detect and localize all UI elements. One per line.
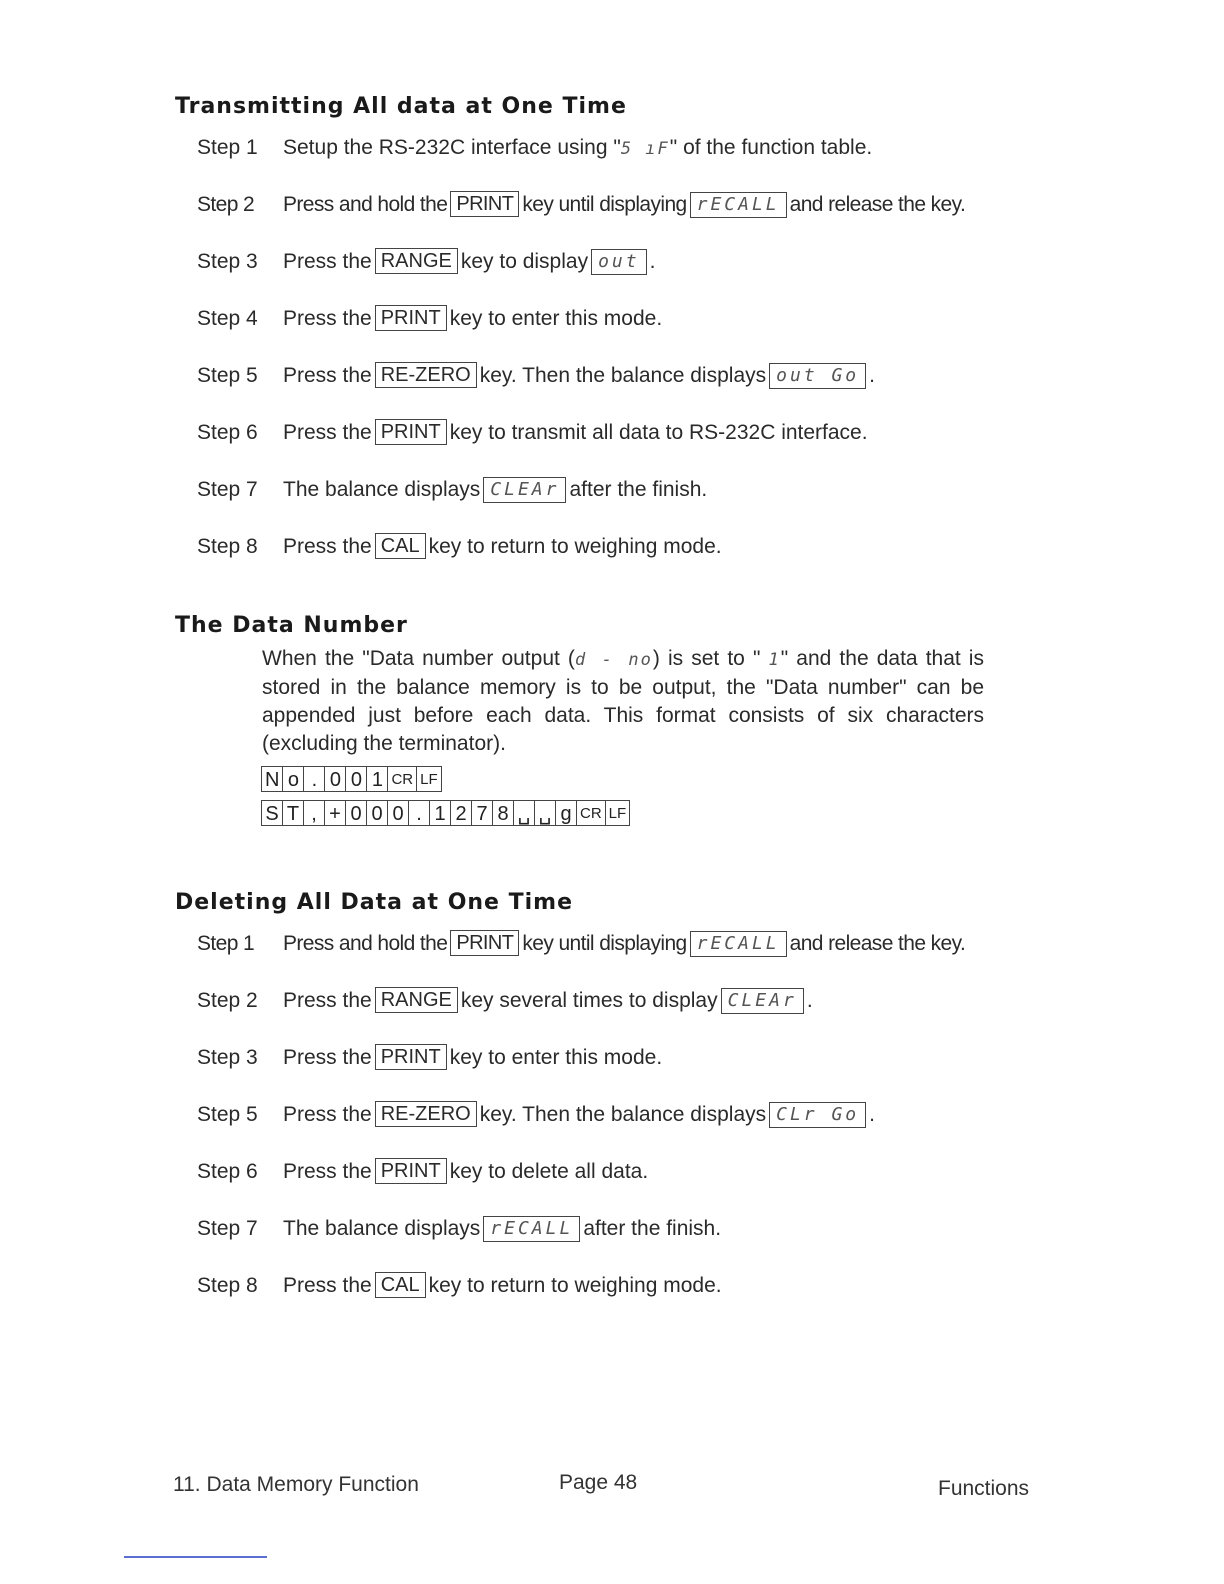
key-label: PRINT [450,930,519,956]
step-text: Press the [283,1103,372,1126]
step-label: Step 6 [197,1160,258,1183]
step-label: Step 1 [197,136,258,159]
step-text: Press the [283,364,372,387]
data-number-description: When the "Data number output (d - no) is set to " 1" and the data that is stored in the balance memory is to be output, the "Data number" can be appended just before each data. This format consists of six characters (excluding the terminator). [262,647,984,755]
step-text: Press the [283,421,372,444]
step-row [197,248,1017,305]
step-row [197,533,1017,590]
format-cell: 8 [492,800,514,826]
step-text: Press and hold the [283,932,448,955]
format-cell: o [282,766,304,792]
step-row [197,419,1017,476]
step-text: key several times to display [460,989,718,1012]
step-row [197,476,1017,533]
step-label: Step 6 [197,421,258,444]
step-text: key until displaying [522,193,687,216]
step-row [197,930,1017,987]
format-cell: 0 [345,766,367,792]
format-cell: T [282,800,304,826]
step-label: Step 3 [197,1046,258,1069]
key-label: PRINT [375,1158,447,1184]
step-text: key to transmit all data to RS-232C interface. [449,421,868,444]
step-row [197,362,1017,419]
section-title-transmitting: Transmitting All data at One Time [175,94,627,119]
format-cell: 0 [387,800,409,826]
step-text: key to enter this mode. [449,307,663,330]
page-bottom-rule [124,1556,267,1558]
step-label: Step 5 [197,364,258,387]
step-row [197,134,1017,191]
step-row [197,987,1017,1044]
format-cell: CR [387,766,417,792]
data-output-format-row [261,800,629,826]
display-readout: CLr Go [769,1102,866,1128]
step-text: key to delete all data. [449,1160,649,1183]
step-label: Step 7 [197,1217,258,1240]
step-text: key. Then the balance displays [479,364,767,387]
step-label: Step 1 [197,932,255,955]
step-label: Step 3 [197,250,258,273]
format-cell: . [303,766,325,792]
key-label: RE-ZERO [375,1101,477,1127]
format-cell: 7 [471,800,493,826]
display-readout: CLEAr [483,477,566,503]
key-label: PRINT [375,305,447,331]
step-text: Press the [283,1274,372,1297]
key-label: PRINT [375,419,447,445]
key-label: RANGE [375,987,458,1013]
format-cell: 1 [429,800,451,826]
step-text: key until displaying [522,932,687,955]
step-text: . [869,364,875,387]
step-text: Press the [283,1160,372,1183]
step-text: . [649,250,656,273]
step-text: " of the function table. [669,136,873,159]
transmit-steps-list [197,134,1017,590]
format-cell: 1 [366,766,388,792]
key-label: PRINT [375,1044,447,1070]
step-row [197,1158,1017,1215]
format-cell: 0 [366,800,388,826]
step-text: key to enter this mode. [449,1046,663,1069]
format-cell: CR [576,800,606,826]
step-text: and release the key. [789,193,966,216]
data-number-code: d - no [574,650,653,670]
display-readout: rECALL [690,192,787,218]
step-row [197,1272,1017,1329]
display-readout: CLEAr [721,988,804,1014]
key-label: CAL [375,533,426,559]
step-text: key to return to weighing mode. [428,535,722,558]
format-cell: g [555,800,577,826]
step-label: Step 4 [197,307,258,330]
section-title-data-number: The Data Number [175,613,408,638]
key-label: CAL [375,1272,426,1298]
step-label: Step 2 [197,193,255,216]
step-row [197,1101,1017,1158]
step-label: Step 7 [197,478,258,501]
step-label: Step 5 [197,1103,258,1126]
format-cell: ␣ [513,800,535,826]
step-text: Press the [283,535,372,558]
format-cell: LF [416,766,442,792]
step-text: after the finish. [583,1217,722,1240]
step-text: key to return to weighing mode. [428,1274,722,1297]
step-text: Press the [283,250,372,273]
format-cell: S [261,800,283,826]
format-cell: , [303,800,325,826]
format-cell: ␣ [534,800,556,826]
format-cell: 2 [450,800,472,826]
step-text: after the finish. [569,478,708,501]
step-label: Step 8 [197,535,258,558]
key-label: RANGE [375,248,458,274]
step-row [197,1215,1017,1272]
format-cell: + [324,800,346,826]
key-label: RE-ZERO [375,362,477,388]
step-text: key. Then the balance displays [479,1103,767,1126]
step-text: The balance displays [283,478,481,501]
function-code: 5 ıF [620,139,670,159]
data-number-format-row [261,766,441,792]
format-cell: 0 [345,800,367,826]
format-cell: 0 [324,766,346,792]
step-text: The balance displays [283,1217,481,1240]
display-readout: out [591,249,647,275]
footer-chapter: 11. Data Memory Function [173,1473,419,1496]
key-label: PRINT [450,191,519,217]
step-text: Press the [283,1046,372,1069]
delete-steps-list [197,930,1017,1329]
step-text: . [869,1103,875,1126]
format-cell: . [408,800,430,826]
section-title-deleting: Deleting All Data at One Time [175,890,574,915]
step-text: key to display [460,250,589,273]
step-row [197,305,1017,362]
step-text: and release the key. [789,932,966,955]
step-label: Step 8 [197,1274,258,1297]
step-row [197,191,1017,248]
step-text: Press the [283,307,372,330]
format-cell: LF [605,800,631,826]
setting-value-code: 1 [768,650,781,670]
footer-section: Functions [938,1477,1030,1500]
format-cell: N [261,766,283,792]
step-row [197,1044,1017,1101]
step-label: Step 2 [197,989,258,1012]
footer-page-number: Page 48 [559,1471,638,1494]
step-text: . [806,989,813,1012]
display-readout: rECALL [690,931,787,957]
display-readout: out Go [769,363,866,389]
step-text: Press and hold the [283,193,448,216]
step-text: Setup the RS-232C interface using " [283,136,621,159]
display-readout: rECALL [483,1216,580,1242]
step-text: Press the [283,989,372,1012]
